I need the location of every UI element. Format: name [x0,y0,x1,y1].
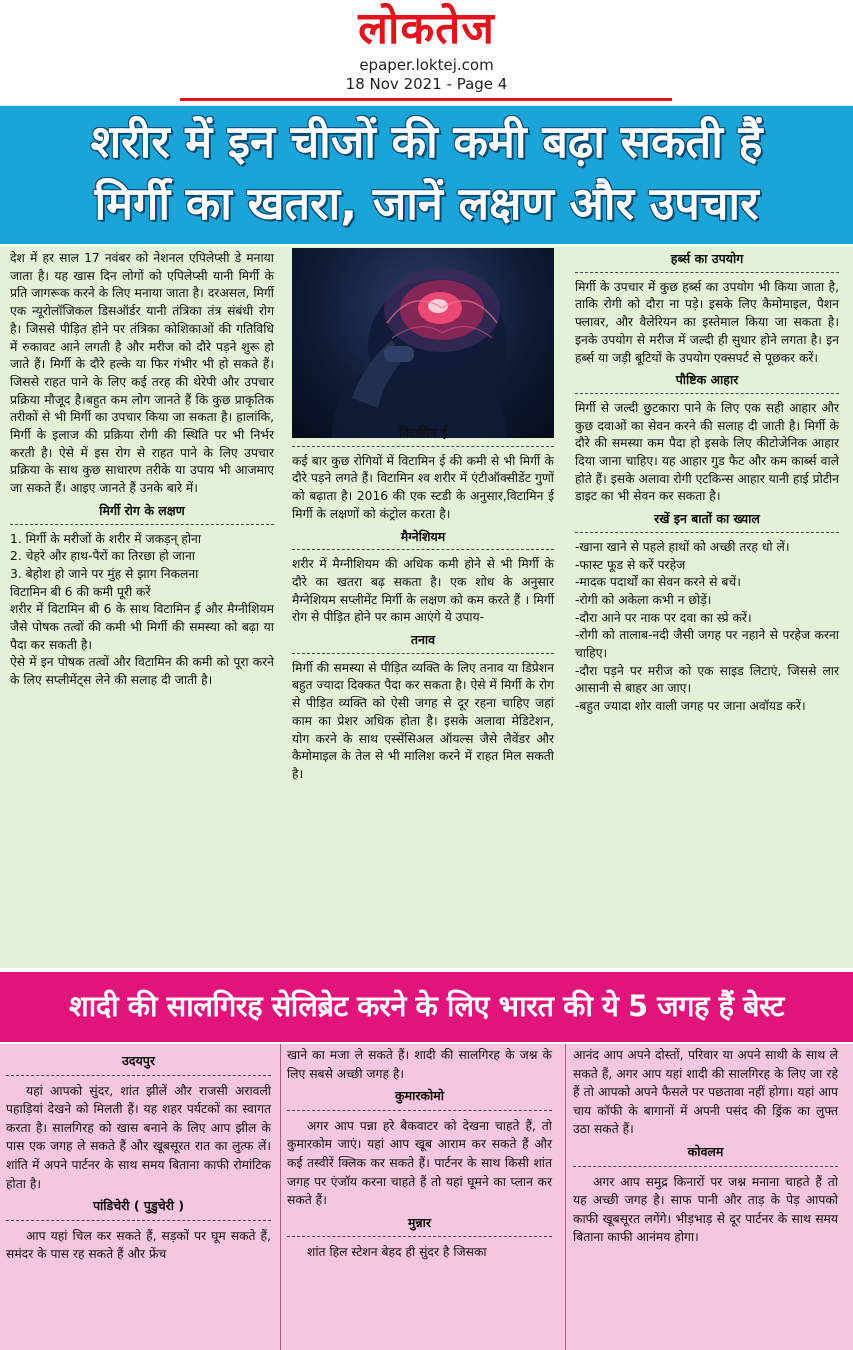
care-tip: -खाना खाने से पहले हाथों को अच्छी तरह धो लें। [575,539,790,554]
magnesium-paragraph: शरीर में मैग्नीशियम की अधिक कमी होने से भी मिर्गी के दौरे का खतरा बढ़ सकता है। एक शोध के अनुसार मैग्नेशियम सप्लीमेंट मिर्गी के लक्षण को कम करते हैं । मिर्गी रोग से पीड़ित होने पर काम आएंगे ये उपाय- [292,557,554,625]
kovalam-paragraph: अगर आप समुद्र किनारों पर जश्न मनाना चाहते हैं तो यह अच्छी जगह है। साफ पानी और ताड़ के पेड़ आपको काफी खूबसूरत लगेंगे। भीड़भाड़ से दूर पार्टनर के साथ समय बिताना काफी आनंमय होगा। [573,1174,838,1245]
care-tip: -मादक पदार्थों का सेवन करने से बचें। [575,575,741,590]
dashed-divider [575,532,839,533]
udaipur-paragraph: यहां आपको सुंदर, शांत झीलें और राजसी अरावली पहाड़ियां देखने को मिलती हैं। यह शहर पर्यटकों का स्वागत करता है। सालगिरह को खास बनाने के लिए आप झील के पास एक जगह ले सकते हैं और खूबसूरत रात का लुत्फ लें। शांति में अपने पार्टनर के साथ समय बिताना काफी रोमांटिक होता है। [6,1083,271,1191]
article2-column-1 [6,1048,271,1264]
subheading-vitamin-e: विटामिन ई [399,425,447,440]
article1-column-1 [10,250,274,690]
subheading-herbs: हर्ब्स का उपयोग [670,251,744,266]
column-rule [565,1044,566,1350]
subheading-munnar: मुन्नार [408,1214,431,1230]
edition-date: 18 Nov 2021 - Page 4 [345,75,508,93]
article1-column-2 [292,228,554,784]
masthead-underline [180,98,672,101]
pondicherry-paragraph: आप यहां चिल कर सकते हैं, सड़कों पर घूम सकते हैं, समंदर के पास रह सकते हैं और फ्रेंच [6,1228,271,1262]
symptom-item: 2. चेहरे और हाथ-पैरों का तिरछा हो जाना [10,549,195,564]
subheading-care-tips: रखें इन बातों का ख्याल [654,511,760,527]
nutrition-paragraph: मिर्गी से जल्दी छुटकारा पाने के लिए एक सही आहार और कुछ दवाओं का सेवन करने की सलाह दी जाती है। मिर्गी के दौरे की समस्या कम पैदा हो इसके लिए कीटोजेनिक आहार दिया जाना चाहिए। यह आहार गुड फैट और कम कार्ब्स वाले होते हैं। इसके अलावा रोगी एटकिन्स आहार यानी हाई प्रोटीन डाइट का भी सेवन कर सकता है। [575,400,839,504]
dashed-divider [292,549,554,550]
dashed-divider [573,1166,838,1167]
stress-paragraph: मिर्गी की समस्या से पीड़ित व्यक्ति के लिए तनाव या डिप्रेशन बहुत ज्यादा दिक्कत पैदा कर सकता है। ऐसे में मिर्गी के रोग से पीड़ित व्यक्ति को ऐसी जगह से दूर रहना चाहिए जहां काम का प्रेशर अधिक होता है। इसके अलावा मेडिटेशन, योग करने के साथ एस्सेंसिअल ऑयल्स जैसे लैवेंडर और कैमोमाइल के तेल से भी मालिश करने में राहत मिल सकती है। [292,660,554,781]
article1-column-3 [575,250,839,716]
dashed-divider [575,393,839,394]
care-tip: -रोगी को अकेला कभी न छोड़ें। [575,592,712,607]
article2-column-2 [287,1046,552,1262]
care-tip: -फास्ट फूड से करें परहेज [575,557,686,572]
article1-headline-line1: शरीर में इन चीजों की कमी बढ़ा सकती हैं [90,115,763,168]
care-tip: -दौरा आने पर नाक पर दवा का स्प्रे करें। [575,610,752,625]
dashed-divider [292,446,554,447]
subheading-symptoms: मिर्गी रोग के लक्षण [99,502,185,518]
subheading-udaipur: उदयपुर [122,1053,155,1068]
site-url[interactable]: epaper.loktej.com [359,56,494,74]
article2-body [0,1044,853,1350]
munnar-continued: आनंद आप अपने दोस्तों, परिवार या अपने साथी के साथ ले सकते हैं, अगर आप यहां शादी की सालगिरह के लिए जा रहे हैं तो आपको अपने फैसले पर पछतावा नहीं होगा। यहां आप चाय कॉफी के बागानों में अपनी पसंद की ड्रिंक का लुफ्त उठा सकते हैं। [573,1048,838,1137]
supplement-advice: ऐसे में इन पोषक तत्वों और विटामिन की कमी को पूरा करने के लिए सप्लीमेंट्स लेने की सलाह दी जाती है। [10,655,274,688]
article2-headline: शादी की सालगिरह सेलिब्रेट करने के लिए भारत की ये 5 जगह हैं बेस्ट [69,989,784,1023]
dashed-divider [6,1220,271,1221]
care-tip: -बहुत ज्यादा शोर वाली जगह पर जाना अवॉयड करें। [575,699,806,714]
symptom-item: 1. मिर्गी के मरीजों के शरीर में जकड़न् होना [10,531,202,546]
intro-paragraph: देश में हर साल 17 नवंबर को नेशनल एपिलेप्सी डे मनाया जाता है। यह खास दिन लोगों को एपिलेप्सी यानी मिर्गी के प्रति जागरूक करने के लिए मनाया जाता है। दरअसल, मिर्गी एक न्यूरोलॉजिकल डिसऑर्डर यानी तंत्रिका तंत्र संबंधी रोग है। जिससे पीड़ित होने पर तंत्रिका कोशिकाओं की गतिविधि में रुकावट आने लगती है और मरीज को दौरे पड़ने शुरू हो जाते हैं। मिर्गी के दौरे हल्के या फिर गंभीर भी हो सकते हैं। जिससे राहत पाने के लिए कई तरह की थेरेपी और उपचार प्रक्रिया मौजूद है।बहुत कम लोग जानते हैं कि कुछ प्राकृतिक तरीकों से भी मिर्गी का उपचार किया जा सकता है। हालांकि, मिर्गी के इलाज की प्रक्रिया रोगी की स्थिति पर भी निर्भर करती है। ऐसे में इस रोग से राहत पाने के लिए उपचार प्रक्रिया के साथ कुछ साधारण तरीके या उपाय भी आजमाए जा सकते हैं। आइए जानते हैं उनके बारे में। [10,251,274,496]
subheading-pondicherry: पांडिचेरी ( पुडुचेरी ) [92,1198,185,1214]
article2-headline-banner [0,972,853,1042]
kumarakom-paragraph: अगर आप पन्ना हरे बैकवाटर को देखना चाहते हैं, तो कुमारकोम जाएं। यहां आप खूब आराम कर सकते हैं और कई तस्वीरें क्लिक कर सकते हैं। पार्टनर के साथ किसी शांत जगह पर एंजॉय करना चाहते हैं तो यहां घूमने का प्लान कर सकते हैं। [287,1118,552,1208]
article1-headline-banner [0,106,853,244]
subheading-kumarakom: कुमारकोमो [395,1088,444,1104]
article1-headline-line2: मिर्गी का खतरा, जानें लक्षण और उपचार [94,177,759,230]
column-rule [280,1044,281,1350]
dashed-divider [292,653,554,654]
vitamin-e-paragraph: कई बार कुछ रोगियों में विटामिन ई की कमी से भी मिर्गी के दौरे पड़ने लगते हैं। विटामिन श्व शरीर में एंटीऑक्सीडेंट गुणों को बढ़ाता है। 2016 की एक स्टडी के अनुसार,विटामिन ई मिर्गी के लक्षणों को कंट्रोल करता है। [292,453,554,521]
pondicherry-continued: खाने का मजा ले सकते हैं। शादी की सालगिरह के जश्न के लिए सबसे अच्छी जगह है। [287,1048,552,1081]
dashed-divider [287,1110,552,1111]
subheading-nutrition: पौष्टिक आहार [675,372,739,388]
subheading-magnesium: मैग्नेशियम [400,528,446,544]
dashed-divider [575,272,839,273]
care-tip: -दौरा पड़ने पर मरीज को एक साइड लिटाएं, जिससे लार आसानी से बाहर आ जाए। [575,663,839,696]
vitamin-b6-title: विटामिन बी 6 की कमी पूरी करें [10,584,151,599]
newspaper-logo: लोकतेज [358,3,495,54]
masthead [0,0,853,104]
herbs-paragraph: मिर्गी के उपचार में कुछ हर्ब्स का उपयोग भी किया जाता है, ताकि रोगी को दौरा ना पड़े। इसके लिए कैमोमाइल, पैशन फ्लावर, और वैलेरियन का इस्तेमाल किया जा सकता है। इनके उपयोग से मरीज में जल्दी ही सुधार होने लगता है। इन हर्ब्स या जड़ी बूटियों के उपयोग एक्सपर्ट से पूछकर करें। [575,279,839,365]
subheading-stress: तनाव [410,632,436,648]
symptom-item: 3. बेहोश हो जाने पर मुंह से झाग निकलना [10,566,199,581]
subheading-kovalam: कोवलम [687,1143,724,1159]
article2-column-3 [573,1046,838,1247]
vitamin-b6-text: शरीर में विटामिन बी 6 के साथ विटामिन ई और मैग्नीशियम जैसे पोषक तत्वों की कमी भी मिर्गी की समस्या को बढ़ा या पैदा कर सकती है। [10,602,274,652]
dashed-divider [10,524,274,525]
dashed-divider [6,1075,271,1076]
dashed-divider [287,1236,552,1237]
munnar-paragraph: शांत हिल स्टेशन बेहद ही सुंदर है जिसका [307,1245,487,1260]
care-tip: -रोगी को तालाब-नदी जैसी जगह पर नहाने से परहेज करना चाहिए। [575,628,839,661]
